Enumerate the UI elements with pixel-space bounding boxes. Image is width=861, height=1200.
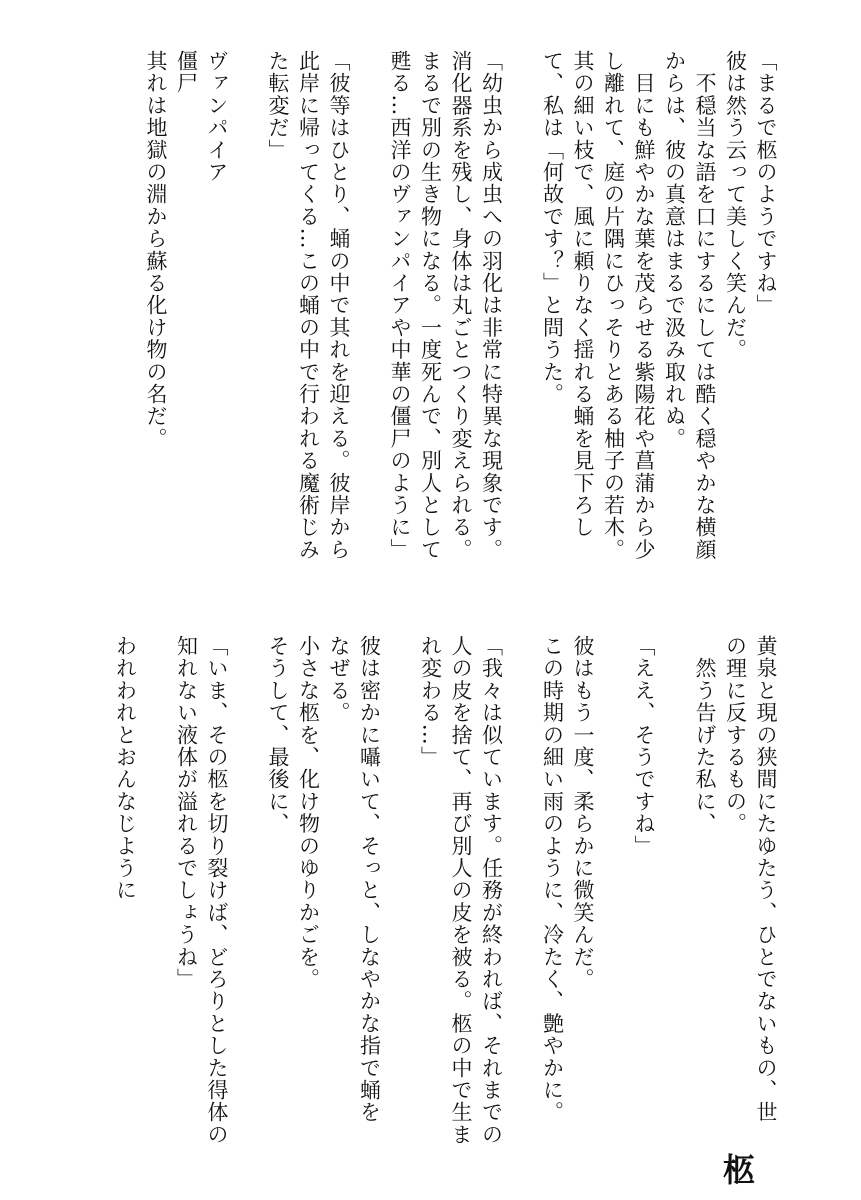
text-line: 消化器系を残し、身体は丸ごとつくり変えられる。 [449,50,473,561]
text-line: 「ええ、そうですね」 [632,635,656,857]
text-line: 目にも鮮やかな葉を茂らせる紫陽花や菖蒲から少 [632,50,656,561]
text-line [659,635,690,1165]
text-line: て、私は「何故です？」と問うた。 [540,50,565,406]
text-line: なぜる。 [327,635,351,724]
text-line: 人の皮を捨て、再び別人の皮を被る。柩の中で生ま [449,635,473,1146]
text-line: 其れは地獄の淵から蘇る化け物の名だ。 [144,50,168,450]
text-line: 僵尸 [174,50,199,95]
text-line: 彼はもう一度、柔らかに微笑んだ。 [571,635,595,991]
text-line: の理に反するもの。 [723,635,748,835]
text-line: 知れない液体が溢れるでしょうね」 [174,635,199,991]
text-line: れ変わる…」 [418,635,443,769]
text-line: 黄泉と現の狭間にたゆたう、ひとでないもの、世 [754,635,778,1124]
text-line: 此岸に帰ってくる…この蛹の中で行われる魔術じみ [296,50,321,561]
text-line [598,635,629,1165]
text-line: 「我々は似ています。任務が終われば、それまでの [479,635,504,1146]
text-line [232,635,263,1165]
text-line: 「いま、その柩を切り裂けば、どろりとした得体の [205,635,229,1146]
text-line [232,50,263,580]
lower-text-block [110,635,781,1165]
text-line: 「彼等はひとり、蛹の中で其れを迎える。彼岸から [327,50,351,561]
text-line [507,50,538,580]
text-line: 甦る…西洋のヴァンパイアや中華の僵尸のように」 [388,50,412,561]
text-line [141,635,172,1165]
text-line [507,635,538,1165]
text-line: 小さな柩を、化け物のゆりかごを。 [296,635,321,991]
text-line: そうして、最後に、 [266,635,290,835]
text-line [354,50,385,580]
text-line: し離れて、庭の片隅にひっそりとある柚子の若木。 [601,50,626,561]
text-line [385,635,416,1165]
text-line: 其の細い枝で、風に頼りなく揺れる蛹を見下ろし [571,50,595,539]
text-line: 「まるで柩のようですね」 [754,50,778,317]
text-line: 彼は然う云って美しく笑んだ。 [723,50,748,361]
text-line: われわれとおんなじように [113,635,138,902]
upper-text-block [141,50,782,580]
text-line: た転変だ」 [266,50,290,161]
text-line: からは、彼の真意はまるで汲み取れぬ。 [662,50,687,450]
text-line: まるで別の生き物になる。一度死んで、別人として [418,50,443,561]
text-line: ヴァンパイア [205,50,229,184]
text-line: 然う告げた私に、 [693,635,717,835]
text-line: 「幼虫から成虫への羽化は非常に特異な現象です。 [479,50,504,561]
text-line: 彼は密かに囁いて、そっと、しなやかな指で蛹を [357,635,382,1124]
text-line: この時期の細い雨のように、冷たく、艶やかに。 [540,635,565,1124]
text-line: 不穏当な語を口にするにしては酷く穏やかな横顔 [693,50,717,561]
page-title: 柩 [723,1151,756,1189]
